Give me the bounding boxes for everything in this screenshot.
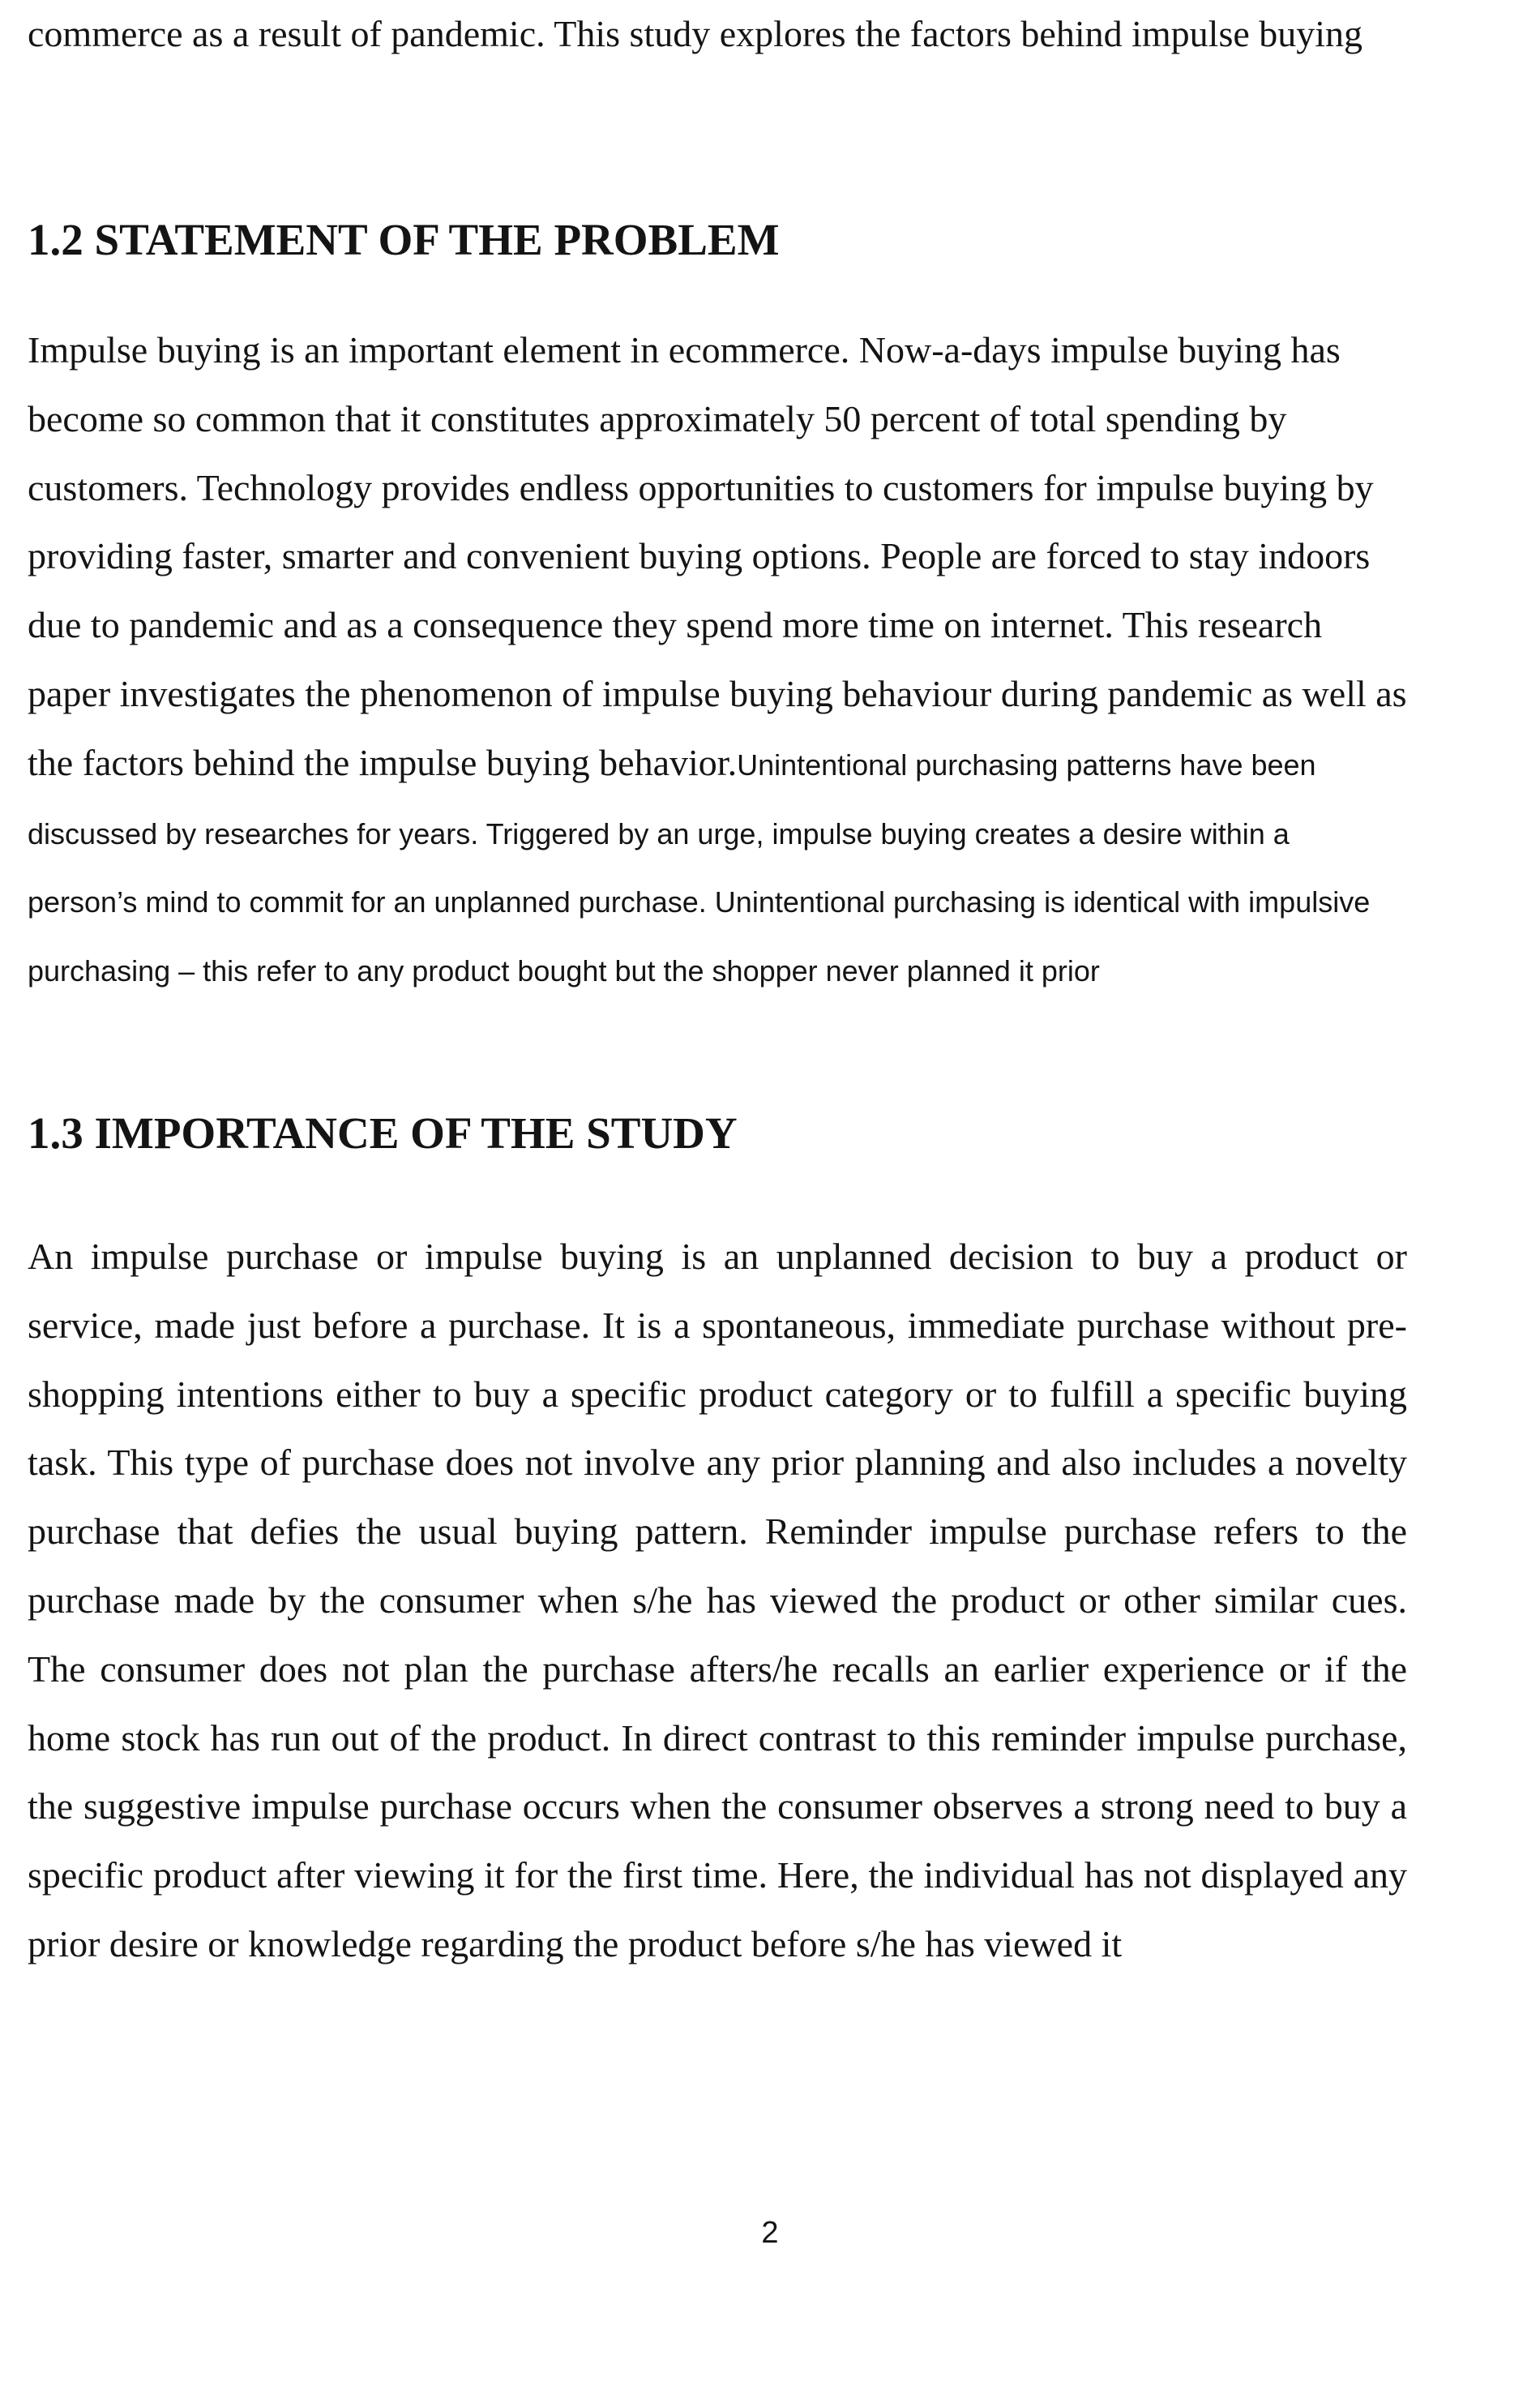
section-heading-importance-of-study: 1.3 IMPORTANCE OF THE STUDY [28,1108,738,1158]
problem-statement-body [28,316,1407,1006]
problem-statement-paragraph-continuation: Unintentional purchasing patterns have been discussed by researches for years. Triggered by an urge, impulse buying creates a desire within a person’s mind to commit for an unplanned purchase. Unintentional purchasing is identical with impulsive purchasing – this refer to any product bought but the shopper never planned it prior [28,748,1371,988]
importance-of-study-paragraph: An impulse purchase or impulse buying is an unplanned decision to buy a product or service, made just before a purchase. It is a spontaneous, immediate purchase without pre-shopping intentions either to buy a specific product category or to fulfill a specific buying task. This type of purchase does not involve any prior planning and also includes a novelty purchase that defies the usual buying pattern. Reminder impulse purchase refers to the purchase made by the consumer when s/he has viewed the product or other similar cues. The consumer does not plan the purchase afters/he recalls an earlier experience or if the home stock has run out of the product. In direct contrast to this reminder impulse purchase, the suggestive impulse purchase occurs when the consumer observes a strong need to buy a specific product after viewing it for the first time. Here, the individual has not displayed any prior desire or knowledge regarding the product before s/he has viewed it [28,1236,1407,1964]
problem-statement-paragraph: Impulse buying is an important element in ecommerce. Now-a-days impulse buying has become so common that it constitutes approximately 50 percent of total spending by customers. Technology provides endless opportunities to customers for impulse buying by providing faster, smarter and convenient buying options. People are forced to stay indoors due to pandemic and as a consequence they spend more time on internet. This research paper investigates the phenomenon of impulse buying behaviour during pandemic as well as the factors behind the impulse buying behavior. [28,329,1407,783]
intro-paragraph: commerce as a result of pandemic. This study explores the factors behind impulse buying [28,13,1363,54]
page-number: 2 [761,2216,779,2250]
section-heading-statement-of-problem: 1.2 STATEMENT OF THE PROBLEM [28,215,780,264]
